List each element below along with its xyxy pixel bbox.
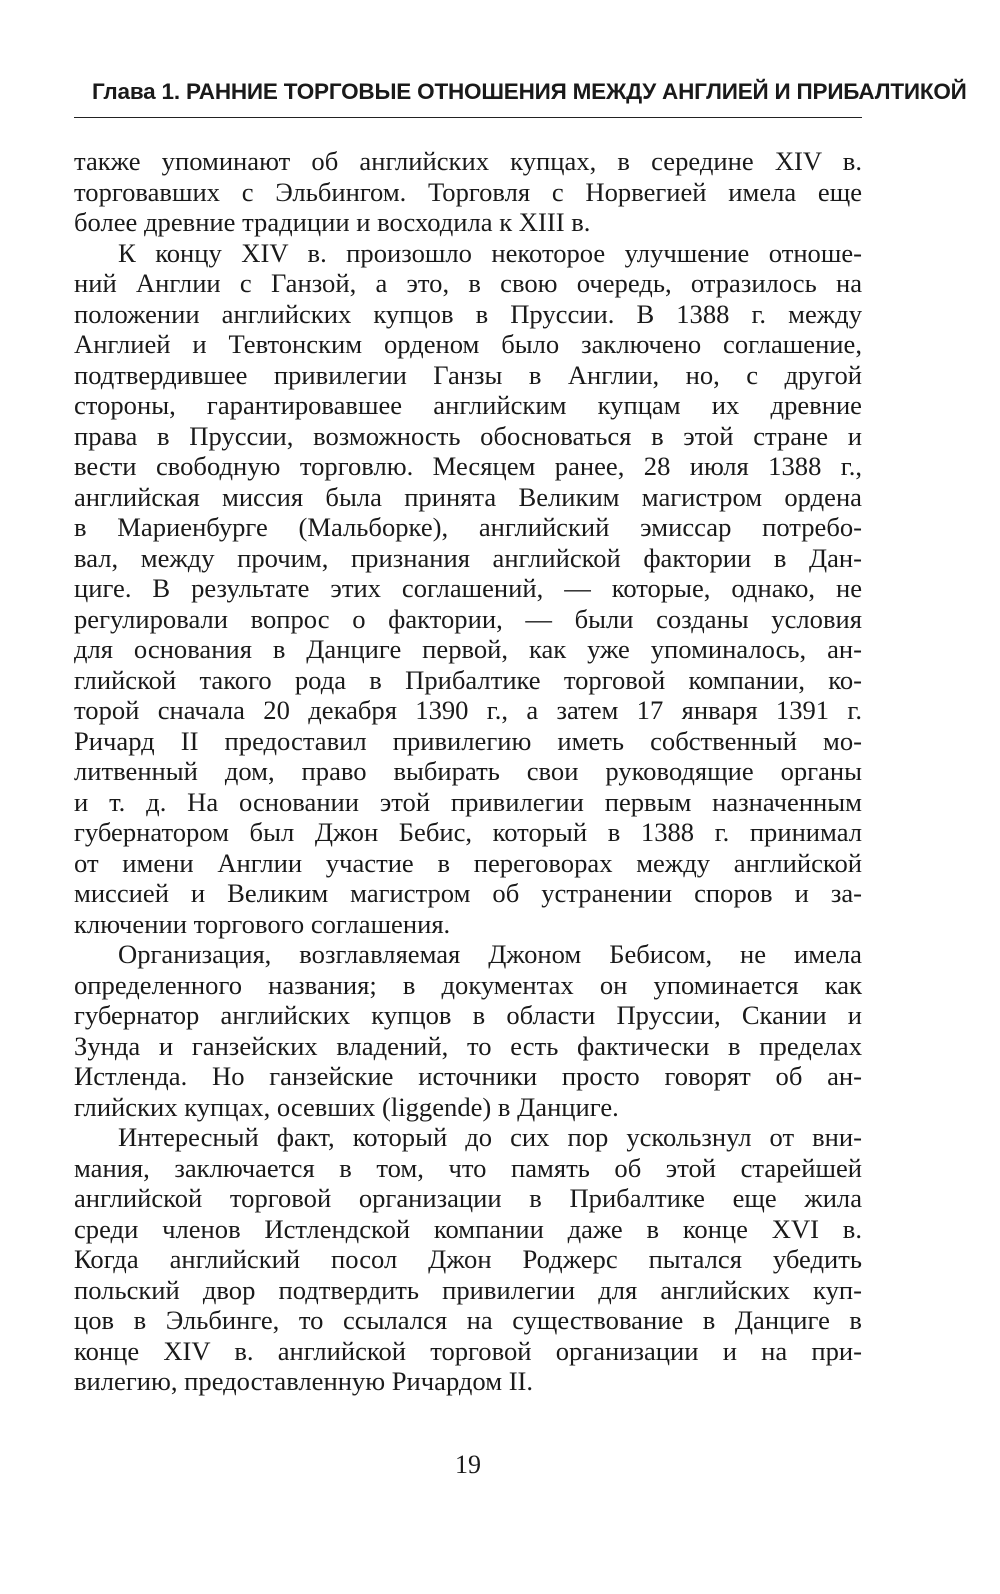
text-line: ний Англии с Ганзой, а это, в свою очередь, отразилось на xyxy=(74,268,862,298)
text-line: губернатором был Джон Бебис, который в 1388 г. принимал xyxy=(74,817,862,847)
text-line: цов в Эльбинге, то ссылался на существование в Данциге в xyxy=(74,1305,862,1335)
text-line: вести свободную торговлю. Месяцем ранее, 28 июля 1388 г., xyxy=(74,451,862,481)
text-line: ключении торгового соглашения. xyxy=(74,908,451,939)
text-line: для основания в Данциге первой, как уже упоминалось, ан- xyxy=(74,634,862,664)
text-line: определенного названия; в документах он упоминается как xyxy=(74,969,862,1000)
text-line: Когда английский посол Джон Роджерс пытался убедить xyxy=(74,1244,862,1274)
text-line: от имени Англии участие в переговорах между английской xyxy=(74,847,862,878)
text-line: циге. В результате этих соглашений, — которые, однако, не xyxy=(74,573,862,603)
text-line: польский двор подтвердить привилегии для английских куп- xyxy=(74,1274,862,1305)
text-line: среди членов Истлендской компании даже в конце XVI в. xyxy=(74,1213,862,1244)
text-line: глийских купцах, осевших (liggende) в Данциге. xyxy=(74,1091,619,1122)
text-line: литвенный дом, право выбирать свои руководящие органы xyxy=(74,756,862,786)
text-line: более древние традиции и восходила к XIII в. xyxy=(74,207,591,237)
text-line: вал, между прочим, признания английской фактории в Дан- xyxy=(74,542,862,573)
text-line: Англией и Тевтонским орденом было заключено соглашение, xyxy=(74,329,862,359)
text-line: торой сначала 20 декабря 1390 г., а затем 17 января 1391 г. xyxy=(74,695,862,725)
running-head: Глава 1. РАННИЕ ТОРГОВЫЕ ОТНОШЕНИЯ МЕЖДУ АНГЛИЕЙ И ПРИБАЛТИКОЙ xyxy=(92,79,967,104)
text-line: Зунда и ганзейских владений, то есть фактически в пределах xyxy=(74,1030,862,1061)
text-line: английской торговой организации в Прибалтике еще жила xyxy=(74,1183,862,1213)
text-line: регулировали вопрос о фактории, — были созданы условия xyxy=(74,603,862,634)
page-number: 19 xyxy=(455,1450,481,1479)
text-line: миссией и Великим магистром об устранении споров и за- xyxy=(74,878,862,908)
text-line: губернатор английских купцов в области Пруссии, Скании и xyxy=(74,1000,862,1030)
text-line: Истленда. Но ганзейские источники просто говорят об ан- xyxy=(74,1061,862,1091)
body-text xyxy=(74,146,862,1397)
header-rule xyxy=(74,117,862,118)
text-line: конце XIV в. английской торговой организации и на при- xyxy=(74,1335,862,1366)
text-line: Организация, возглавляемая Джоном Бебисом, не имела xyxy=(118,939,862,969)
text-line: глийской такого рода в Прибалтике торговой компании, ко- xyxy=(74,664,862,695)
text-line: торговавших с Эльбингом. Торговля с Норвегией имела еще xyxy=(74,176,862,207)
text-line: английская миссия была принята Великим магистром ордена xyxy=(74,481,862,512)
text-line: и т. д. На основании этой привилегии первым назначенным xyxy=(74,786,862,817)
text-line: подтвердившее привилегии Ганзы в Англии, но, с другой xyxy=(74,359,862,390)
text-line: К концу XIV в. произошло некоторое улучшение отноше- xyxy=(118,237,862,268)
text-line: Интересный факт, который до сих пор ускользнул от вни- xyxy=(118,1122,862,1152)
text-line: Ричард II предоставил привилегию иметь собственный мо- xyxy=(74,725,862,756)
text-line: в Мариенбурге (Мальборке), английский эмиссар потребо- xyxy=(74,512,862,542)
text-line: также упоминают об английских купцах, в середине XIV в. xyxy=(74,146,862,176)
text-line: положении английских купцов в Пруссии. В 1388 г. между xyxy=(74,298,862,329)
text-line: вилегию, предоставленную Ричардом II. xyxy=(74,1366,534,1396)
text-line: стороны, гарантировавшее английским купцам их древние xyxy=(74,390,862,420)
text-line: мания, заключается в том, что память об этой старейшей xyxy=(74,1152,862,1183)
text-line: права в Пруссии, возможность обосноваться в этой стране и xyxy=(74,420,862,451)
